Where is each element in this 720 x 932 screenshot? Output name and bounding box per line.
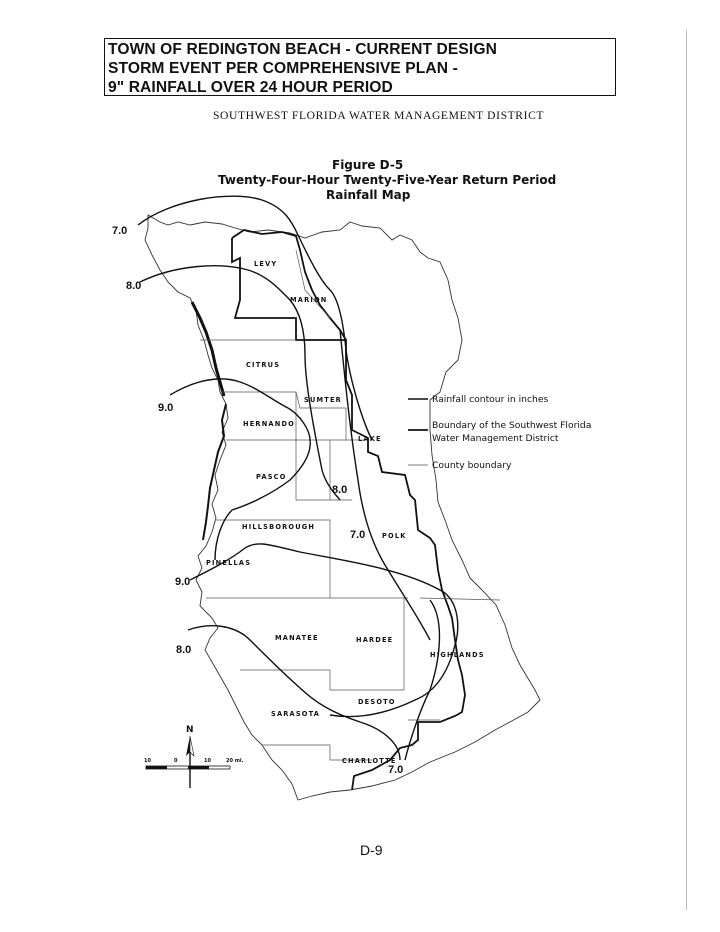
contour-7-mid [340,330,430,640]
legend-county-text: County boundary [432,460,512,471]
page-number: D-9 [360,842,383,858]
contour-label-8-north: 8.0 [126,280,142,292]
county-label-polk: POLK [382,532,407,540]
county-label-hardee: HARDEE [356,636,394,644]
contour-label-8-mid: 8.0 [332,484,348,496]
rainfall-contours [138,196,458,760]
figure-number: Figure D-5 [332,158,404,172]
region-outline [145,215,540,800]
county-label-hernando: HERNANDO [243,420,295,428]
county-label-hillsborough: HILLSBOROUGH [242,523,316,531]
county-label-citrus: CITRUS [246,361,281,369]
contour-8-south [188,626,400,760]
county-label-sarasota: SARASOTA [271,710,321,718]
county-label-manatee: MANATEE [275,634,319,642]
contour-label-9-south: 9.0 [175,576,191,588]
contour-9-south [190,544,458,717]
scale-tick-0: 10 [144,758,151,764]
scale-tick-1: 0 [174,758,178,764]
contour-label-8-south: 8.0 [176,644,192,656]
legend-contour-text: Rainfall contour in inches [432,394,549,405]
title-line-2: STORM EVENT PER COMPREHENSIVE PLAN - [108,60,458,77]
legend-boundary-text-2: Water Management District [432,433,559,444]
contour-8-mid [215,510,232,560]
contour-9-north [170,379,310,510]
contour-label-9-north: 9.0 [158,402,174,414]
north-label: N [186,725,194,735]
contour-label-7-south: 7.0 [388,764,404,776]
county-label-pinellas: PINELLAS [206,559,252,567]
scale-tick-2: 10 [204,758,211,764]
contour-7-south [405,600,439,760]
county-label-levy: LEVY [254,260,278,268]
scale-bar [144,758,244,769]
county-label-lake: LAKE [358,435,382,443]
title-line-3: 9" RAINFALL OVER 24 HOUR PERIOD [108,79,393,96]
county-label-highlands: HIGHLANDS [430,651,485,659]
district-heading: SOUTHWEST FLORIDA WATER MANAGEMENT DISTRICT [213,109,545,122]
legend-boundary-text-1: Boundary of the Southwest Florida [432,420,592,431]
contour-label-7-north: 7.0 [112,225,128,237]
county-label-charlotte: CHARLOTTE [342,757,397,765]
county-label-pasco: PASCO [256,473,287,481]
north-arrow-icon [186,725,194,788]
county-label-sumter: SUMTER [304,396,342,404]
figure-title: Twenty-Four-Hour Twenty-Five-Year Return Period [218,173,557,187]
county-label-desoto: DESOTO [358,698,396,706]
contour-label-7-mid: 7.0 [350,529,366,541]
title-line-1: TOWN OF REDINGTON BEACH - CURRENT DESIGN [108,41,497,58]
county-label-marion: MARION [290,296,328,304]
figure-subtitle: Rainfall Map [326,188,411,202]
district-boundary [232,238,465,790]
scale-tick-3: 20 mi. [226,758,244,764]
map-legend [408,394,591,471]
